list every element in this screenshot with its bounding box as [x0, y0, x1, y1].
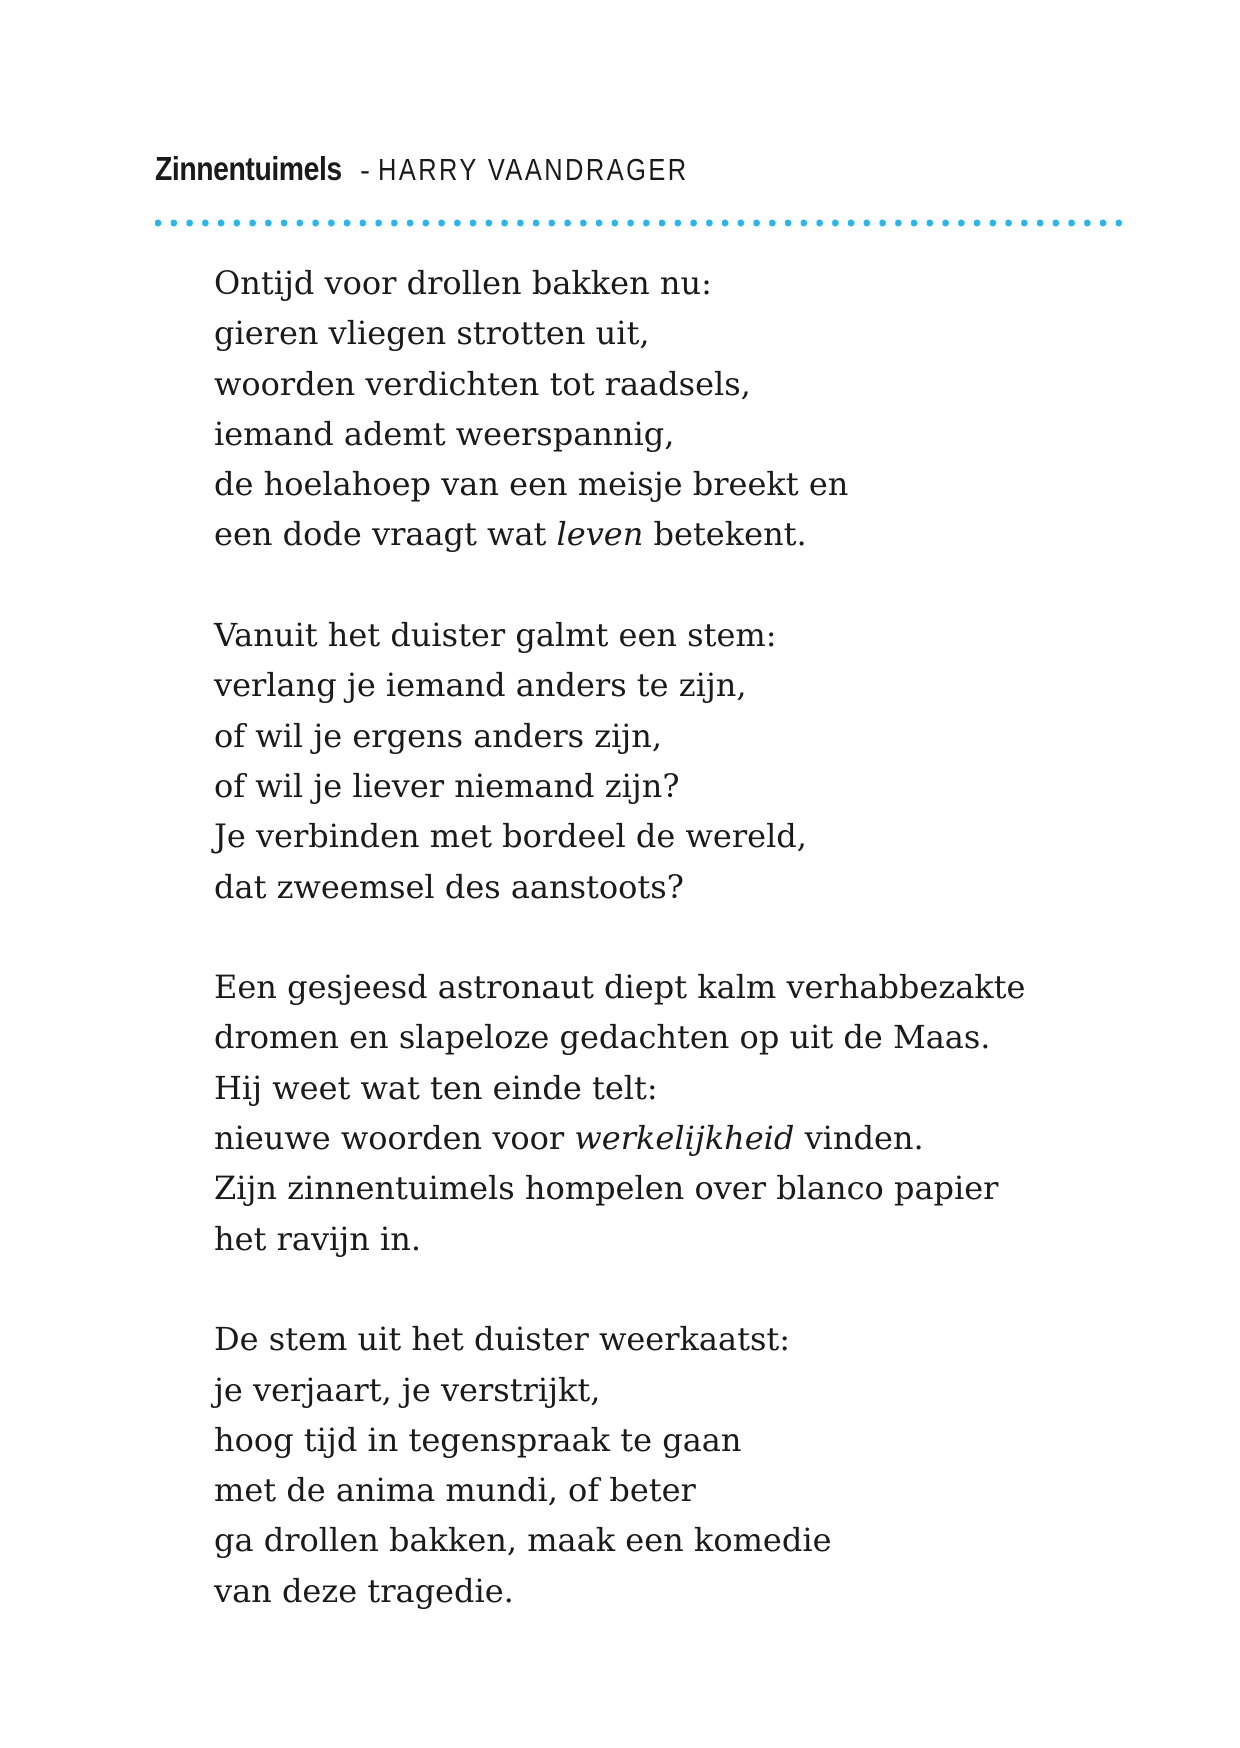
poem-line: Je verbinden met bordeel de wereld,	[214, 817, 807, 856]
poem-title: Zinnentuimels	[155, 150, 342, 187]
poem-line-text: betekent.	[643, 515, 807, 554]
poem-line: met de anima mundi, of beter	[214, 1471, 696, 1510]
poem-line: dat zweemsel des aanstoots?	[214, 867, 684, 906]
poem-line: dromen en slapeloze gedachten op uit de Maas.	[214, 1018, 991, 1057]
poem-line: van deze tragedie.	[214, 1571, 514, 1610]
poem-stanza	[214, 1314, 1114, 1616]
poem-stanza	[214, 962, 1114, 1264]
poem-line: of wil je ergens anders zijn,	[214, 716, 662, 755]
poem-line	[214, 509, 1114, 559]
poem-line: of wil je liever niemand zijn?	[214, 766, 680, 805]
poem-line-italic-word: leven	[556, 515, 644, 554]
poem-line: Zijn zinnentuimels hompelen over blanco papier	[214, 1169, 999, 1208]
poem-stanza	[214, 610, 1114, 912]
poem-line: hoog tijd in tegenspraak te gaan	[214, 1420, 742, 1459]
poem-author: HARRY VAANDRAGER	[378, 152, 689, 187]
poem-line	[214, 1113, 1114, 1163]
poem-line: gieren vliegen strotten uit,	[214, 314, 650, 353]
poem-line: Een gesjeesd astronaut diept kalm verhabbezakte	[214, 968, 1026, 1007]
poem-line: De stem uit het duister weerkaatst:	[214, 1320, 790, 1359]
poem-line: Vanuit het duister galmt een stem:	[214, 616, 777, 655]
poem-line: Hij weet wat ten einde telt:	[214, 1068, 658, 1107]
poem-line-text: nieuwe woorden voor	[214, 1119, 575, 1158]
poem-line: woorden verdichten tot raadsels,	[214, 364, 751, 403]
dotted-divider	[155, 219, 1131, 227]
poem-line-text: vinden.	[794, 1119, 924, 1158]
poem-line: ga drollen bakken, maak een komedie	[214, 1521, 832, 1560]
poem-line-italic-word: werkelijkheid	[574, 1119, 795, 1158]
poem-line: Ontijd voor drollen bakken nu:	[214, 264, 712, 302]
poem-body	[214, 258, 1114, 1666]
poem-line: het ravijn in.	[214, 1219, 421, 1258]
poem-line: je verjaart, je verstrijkt,	[214, 1370, 601, 1409]
title-author-separator: -	[360, 154, 370, 187]
page-header	[155, 150, 757, 200]
poem-line: de hoelahoep van een meisje breekt en	[214, 465, 849, 504]
poem-line: verlang je iemand anders te zijn,	[214, 666, 747, 705]
poem-line-text: een dode vraagt wat	[214, 515, 557, 554]
poem-stanza	[214, 258, 1114, 560]
poem-line: iemand ademt weerspannig,	[214, 414, 675, 453]
